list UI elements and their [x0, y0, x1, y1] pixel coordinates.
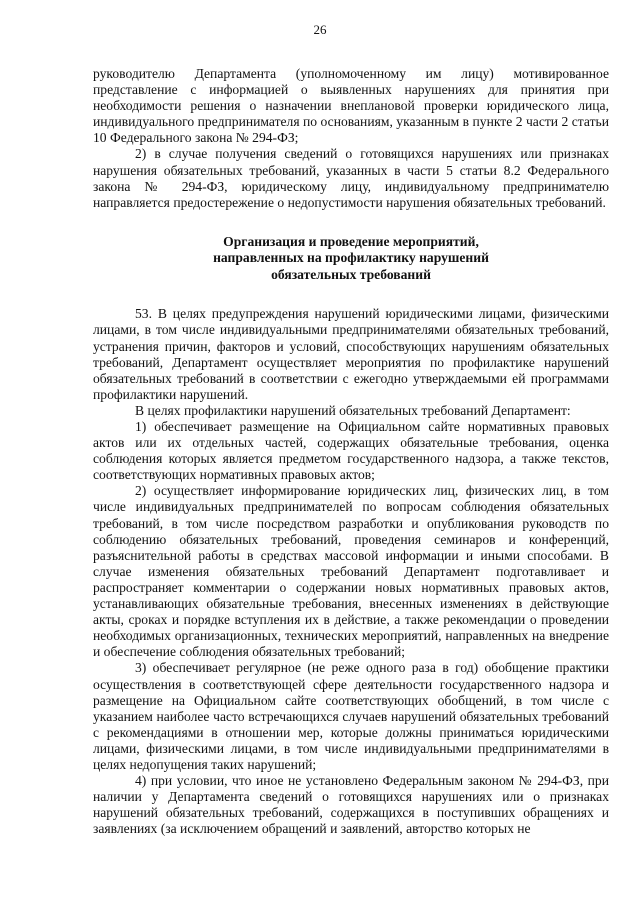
section-heading-line-3: обязательных требований — [271, 266, 431, 282]
document-body — [93, 66, 609, 837]
paragraph-intro: В целях профилактики нарушений обязательных требований Департамент: — [135, 402, 571, 418]
paragraph-item-2: 2) в случае получения сведений о готовящихся нарушениях или признаках нарушения обязательных требований, указанных в части 5 статьи 8.2 Федерального закона № 294-ФЗ, юридическому лицу, индивидуальному предпринимателю направляется предостережение о недопустимости нарушения обязательных требований. — [93, 146, 609, 210]
section-heading-line-1: Организация и проведение мероприятий, — [223, 233, 479, 249]
paragraph-item-2-info: 2) осуществляет информирование юридических лиц, физических лиц, в том числе индивидуальных предпринимателей по вопросам соблюдения обязательных требований, в том числе посредством разработки и опубликования руководств по соблюдению обязательных требований, проведения семинаров и конференций, разъяснительной работы в средствах массовой информации и иными способами. В случае изменения обязательных требований Департамент подготавливает и распространяет комментарии о содержании новых нормативных правовых актов, устанавливающих обязательные требования, внесенных изменениях в действующие акты, сроках и порядке вступления их в действие, а также рекомендации о проведении необходимых организационных, технических мероприятий, направленных на внедрение и обеспечение соблюдения обязательных требований; — [93, 483, 609, 660]
paragraph-item-4: 4) при условии, что иное не установлено Федеральным законом № 294-ФЗ, при наличии у Департамента сведений о готовящихся нарушениях или о признаках нарушений обязательных требований, содержащихся в поступивших обращениях и заявлениях (за исключением обращений и заявлений, авторство которых не — [93, 773, 609, 837]
paragraph-item-3: 3) обеспечивает регулярное (не реже одного раза в год) обобщение практики осуществления в соответствующей сфере деятельности государственного надзора и размещение на Официальном сайте соответствующих обобщений, в том числе с указанием наиболее часто встречающихся случаев нарушений обязательных требований с рекомендациями в отношении мер, которые должны приниматься юридическими лицами, физическими лицами, в том числе индивидуальными предпринимателями в целях недопущения таких нарушений; — [93, 660, 609, 772]
paragraph-item-1: 1) обеспечивает размещение на Официальном сайте нормативных правовых актов или их отдельных частей, содержащих обязательные требования, оценка соблюдения которых является предметом государственного надзора, а также текстов, соответствующих нормативных правовых актов; — [93, 419, 609, 483]
section-heading — [93, 234, 609, 284]
paragraph-53: 53. В целях предупреждения нарушений юридическими лицами, физическими лицами, в том числе индивидуальными предпринимателями обязательных требований, устранения причин, факторов и условий, способствующих нарушениям обязательных требований, Департамент осуществляет мероприятия по профилактике нарушений обязательных требований в соответствии с ежегодно утверждаемыми ей программами профилактики нарушений. — [93, 306, 609, 402]
section-heading-line-2: направленных на профилактику нарушений — [213, 250, 489, 266]
paragraph-continuation: руководителю Департамента (уполномоченному им лицу) мотивированное представление с информацией о выявленных нарушениях для принятия при необходимости решения о назначении внеплановой проверки юридического лица, индивидуального предпринимателя по основаниям, указанным в пункте 2 части 2 статьи 10 Федерального закона № 294-ФЗ; — [93, 66, 609, 146]
page-number: 26 — [313, 22, 327, 37]
